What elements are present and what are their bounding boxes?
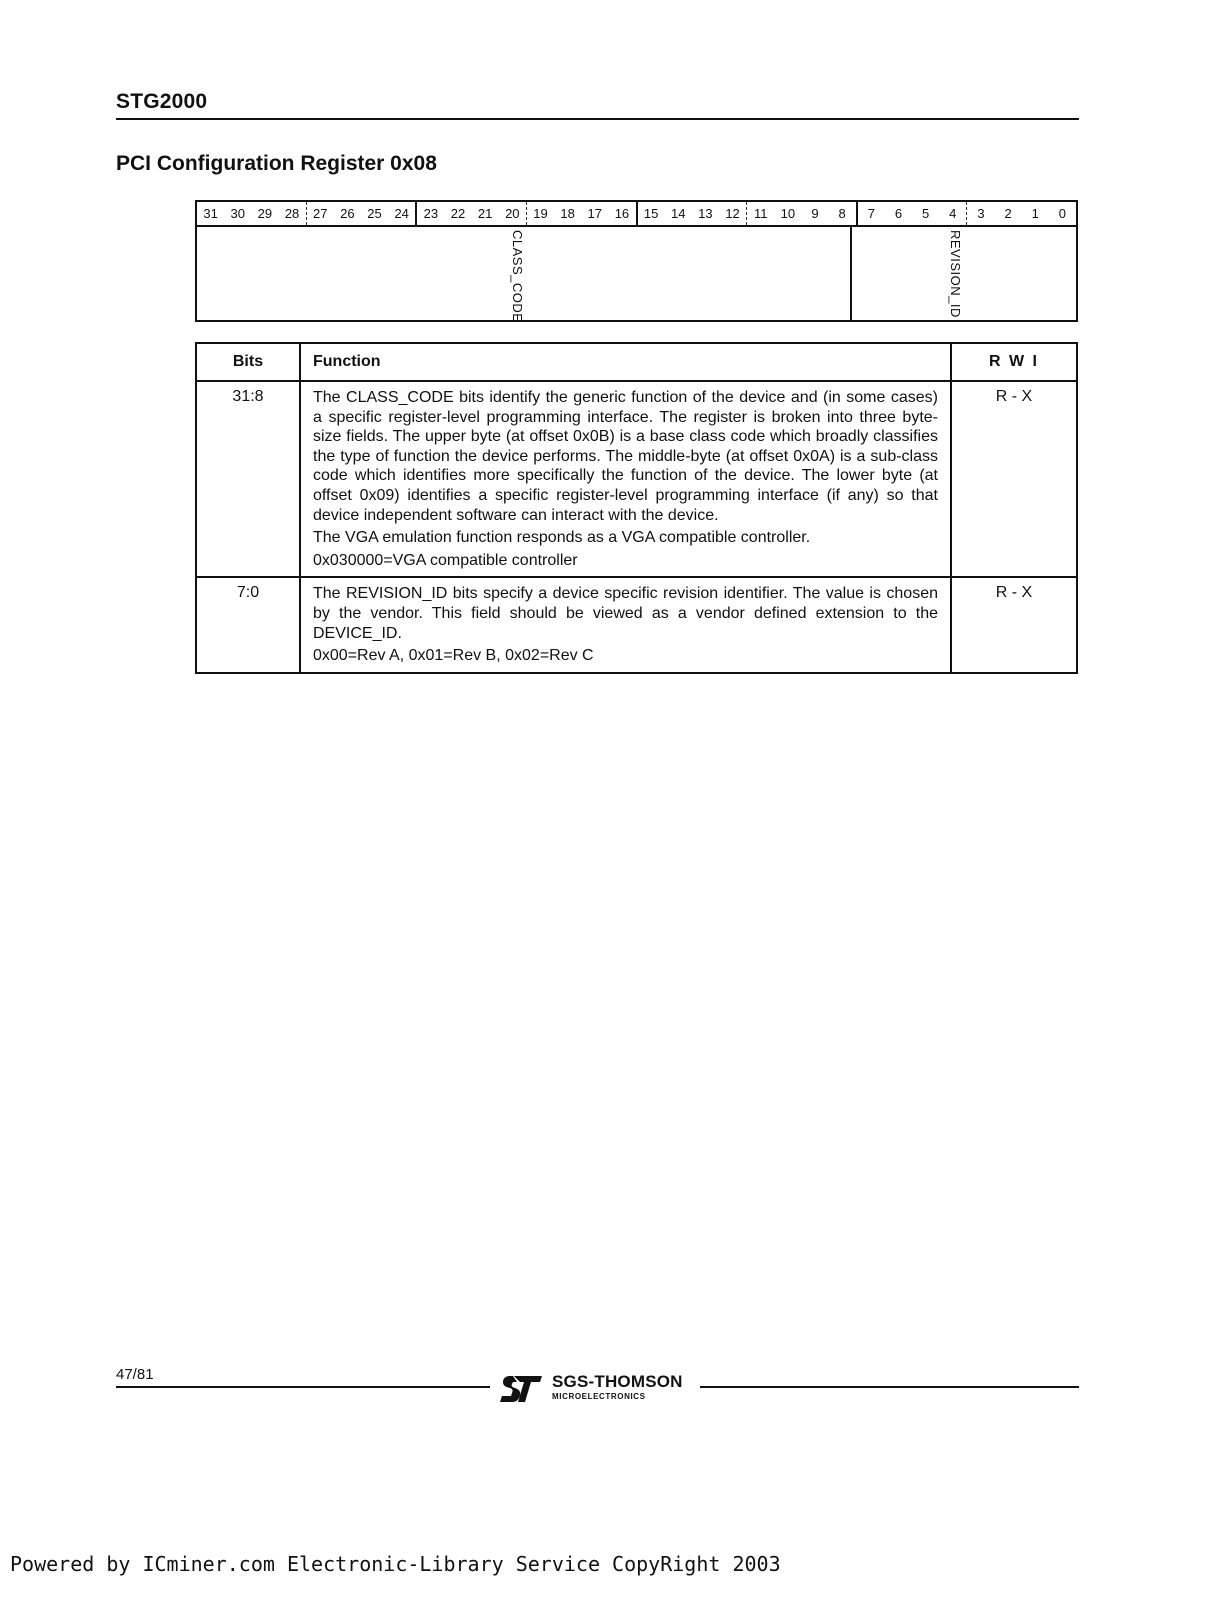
bit-8: 8 <box>829 202 858 225</box>
powered-by-notice: Powered by ICminer.com Electronic-Library Service CopyRight 2003 <box>10 1552 781 1576</box>
bit-9: 9 <box>811 206 819 221</box>
bit-18: 18 <box>560 206 575 221</box>
header-rwi: R W I <box>951 343 1077 381</box>
bit-5: 5 <box>922 206 930 221</box>
bit-31: 31 <box>203 206 218 221</box>
page-number: 47/81 <box>116 1366 154 1383</box>
field-area <box>197 227 1076 323</box>
bit-4: 4 <box>939 202 967 225</box>
bit-12: 12 <box>719 202 747 225</box>
row-function <box>300 577 951 672</box>
register-diagram <box>195 200 1078 322</box>
bit-14: 14 <box>671 206 686 221</box>
bit-24: 24 <box>388 202 417 225</box>
bit-30: 30 <box>230 206 245 221</box>
st-logo-icon <box>500 1374 544 1404</box>
bit-3: 3 <box>977 206 985 221</box>
function-paragraph: 0x00=Rev A, 0x01=Rev B, 0x02=Rev C <box>313 647 594 665</box>
bit-2: 2 <box>1004 206 1012 221</box>
field-divider <box>850 227 852 320</box>
bit-number-row <box>197 202 1076 227</box>
row-function <box>300 381 951 577</box>
doc-title: STG2000 <box>116 90 208 113</box>
bit-21: 21 <box>477 206 493 221</box>
footer-rule-right <box>700 1386 1079 1388</box>
company-logo <box>500 1372 696 1406</box>
bit-0: 0 <box>1058 206 1067 221</box>
function-paragraph: The REVISION_ID bits specify a device specific revision identifier. The value is chosen by the vendor. This field should be viewed as a vendor defined extension to the DEVICE_ID. <box>313 585 938 642</box>
bit-20: 20 <box>499 202 527 225</box>
bit-17: 17 <box>587 206 602 221</box>
table-row <box>196 381 1077 577</box>
header-bits: Bits <box>196 343 300 381</box>
row-bits: 7:0 <box>196 577 300 672</box>
bit-29: 29 <box>257 206 273 221</box>
function-paragraph: 0x030000=VGA compatible controller <box>313 551 578 569</box>
bit-11: 11 <box>753 206 768 221</box>
logo-subtitle: MICROELECTRONICS <box>552 1392 646 1401</box>
bit-function-table <box>195 342 1078 674</box>
table-header-row <box>196 343 1077 381</box>
row-rwi: R - X <box>951 381 1077 577</box>
bit-22: 22 <box>450 206 466 221</box>
bit-23: 23 <box>423 206 439 221</box>
bit-1: 1 <box>1031 206 1039 221</box>
row-rwi: R - X <box>951 577 1077 672</box>
bit-13: 13 <box>698 206 713 221</box>
header-function: Function <box>300 343 951 381</box>
table-row <box>196 577 1077 672</box>
bit-6: 6 <box>894 206 903 221</box>
logo-name: SGS-THOMSON <box>552 1372 683 1391</box>
bit-10: 10 <box>780 206 796 221</box>
bit-27: 27 <box>312 206 328 221</box>
function-paragraph: The CLASS_CODE bits identify the generic function of the device and (in some cases) a specific register-level programming interface. The register is broken into three byte-size fields. The upper byte (at offset 0x0B) is a base class code which broadly classifies the type of function the device performs. The middle-byte (at offset 0x0A) is a sub-class code which identifies more specifically the function of the device. The lower byte (at offset 0x09) identifies a specific register-level programming interface (if any) so that device independent software can interact with the device. <box>313 389 938 524</box>
bit-28: 28 <box>278 202 306 225</box>
field-label-class-code: CLASS_CODE <box>510 230 525 323</box>
footer-rule-left <box>116 1386 490 1388</box>
section-title: PCI Configuration Register 0x08 <box>116 152 437 175</box>
header-rule <box>116 118 1079 120</box>
bit-26: 26 <box>340 206 355 221</box>
function-paragraph: The VGA emulation function responds as a VGA compatible controller. <box>313 529 811 547</box>
row-bits: 31:8 <box>196 381 300 577</box>
bit-15: 15 <box>643 206 659 221</box>
field-label-revision-id: REVISION_ID <box>948 230 963 318</box>
bit-16: 16 <box>608 202 637 225</box>
bit-19: 19 <box>533 206 548 221</box>
bit-25: 25 <box>367 206 382 221</box>
bit-7: 7 <box>867 206 875 221</box>
